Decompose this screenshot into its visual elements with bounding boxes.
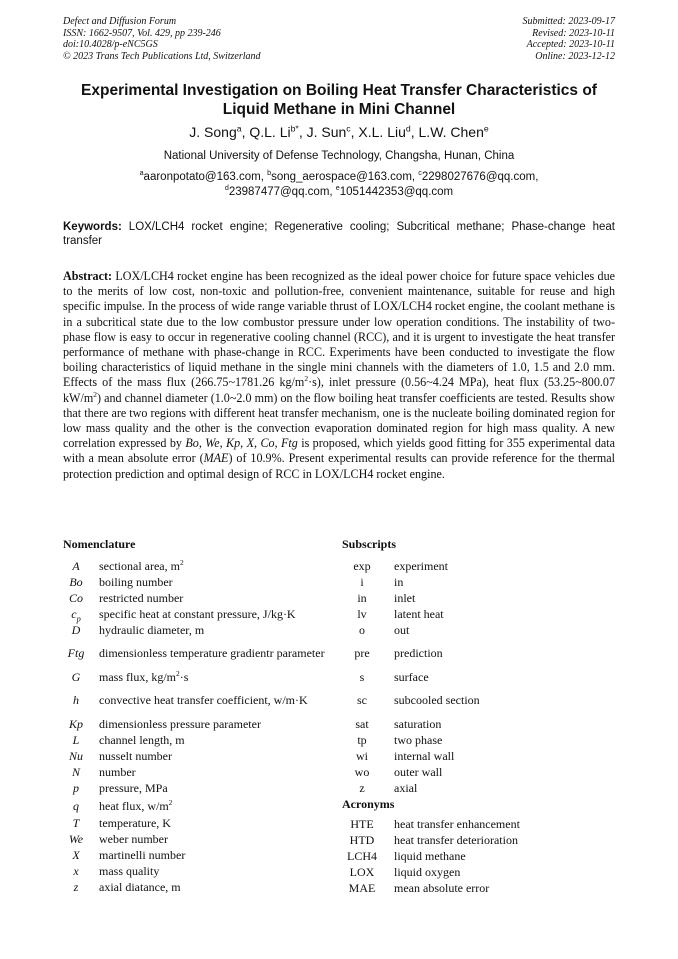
description: pressure, MPa bbox=[99, 781, 168, 795]
subscript-row bbox=[342, 716, 594, 732]
abstract-section bbox=[63, 269, 615, 482]
subscripts-table bbox=[342, 558, 594, 796]
description-cell bbox=[394, 669, 594, 685]
symbol-cell bbox=[63, 796, 99, 815]
description-cell bbox=[99, 590, 333, 606]
nomenclature-row bbox=[63, 669, 333, 685]
description-cell bbox=[99, 606, 333, 622]
description-cell bbox=[99, 748, 333, 764]
description: nusselt number bbox=[99, 749, 172, 763]
acronym-row bbox=[342, 880, 594, 896]
description: liquid oxygen bbox=[394, 865, 461, 879]
abstract-sup: 2 bbox=[93, 389, 97, 399]
description: two phase bbox=[394, 733, 443, 747]
symbol-cell bbox=[63, 716, 99, 732]
description-cell bbox=[99, 780, 333, 796]
nomenclature-row bbox=[63, 847, 333, 863]
nomenclature-row bbox=[63, 879, 333, 895]
description-cell bbox=[99, 732, 333, 748]
symbol: pre bbox=[354, 646, 370, 660]
description: prediction bbox=[394, 646, 443, 660]
subscripts-acronyms-section bbox=[342, 536, 622, 896]
nomenclature-row bbox=[63, 764, 333, 780]
abstract-text: is proposed, which yields good fitting for 355 experimental data with a mean absolute error ( bbox=[63, 436, 616, 466]
keywords-text: LOX/LCH4 rocket engine; Regenerative cooling; Subcritical methane; Phase-change heat transfer bbox=[63, 221, 615, 247]
symbol: HTE bbox=[350, 817, 374, 831]
description: liquid methane bbox=[394, 849, 466, 863]
symbol: o bbox=[359, 623, 365, 637]
description-cell bbox=[394, 622, 594, 638]
description-superscript: 2 bbox=[168, 797, 173, 807]
description-cell bbox=[99, 764, 333, 780]
description: hydraulic diameter, m bbox=[99, 623, 205, 637]
symbol-cell bbox=[63, 863, 99, 879]
description: specific heat at constant pressure, J/kg·K bbox=[99, 607, 296, 621]
acronyms-table bbox=[342, 816, 594, 896]
author-sup: d bbox=[405, 123, 411, 134]
journal-name: Defect and Diffusion Forum bbox=[63, 16, 177, 27]
email-line-1: $^a$aaronpotato@163.com, $^b$song_aerospace@163.com, $^c$2298027676@qq.com, bbox=[139, 169, 539, 183]
symbol: T bbox=[72, 816, 80, 830]
keywords-label: Keywords: bbox=[63, 221, 122, 233]
description-cell bbox=[394, 816, 594, 832]
symbol-cell bbox=[342, 622, 394, 638]
description: heat transfer deterioration bbox=[394, 833, 518, 847]
symbol-cell bbox=[342, 590, 394, 606]
symbol-cell bbox=[63, 622, 99, 638]
symbol-cell bbox=[342, 848, 394, 864]
nomenclature-row bbox=[63, 685, 333, 716]
description: out bbox=[394, 623, 410, 637]
symbol: Co bbox=[68, 591, 83, 605]
nomenclature-row bbox=[63, 796, 333, 815]
acronym-row bbox=[342, 848, 594, 864]
author-name: X.L. Liu bbox=[358, 124, 406, 140]
doi-line: doi:10.4028/p-eNC5GS bbox=[63, 39, 158, 50]
author-name: J. Song bbox=[189, 124, 237, 140]
description: mean absolute error bbox=[394, 881, 490, 895]
abstract-sep: , bbox=[240, 436, 247, 451]
symbol: in bbox=[357, 591, 367, 605]
description: experiment bbox=[394, 559, 448, 573]
nomenclature-row bbox=[63, 590, 333, 606]
nomenclature-row bbox=[63, 606, 333, 622]
description-cell bbox=[99, 815, 333, 831]
description: dimensionless pressure parameter bbox=[99, 717, 261, 731]
symbol: z bbox=[359, 781, 365, 795]
description: sectional area, m bbox=[99, 559, 180, 573]
email-sup: b bbox=[267, 169, 272, 178]
abstract-variable: Bo bbox=[185, 436, 199, 451]
email-sup: a bbox=[139, 169, 144, 178]
description: channel length, m bbox=[99, 733, 185, 747]
email-address: song_aerospace@163.com bbox=[271, 171, 412, 183]
symbol: N bbox=[71, 765, 80, 779]
symbol-cell bbox=[342, 669, 394, 685]
description: mass flux, kg/m bbox=[99, 670, 176, 684]
description-cell bbox=[394, 780, 594, 796]
nomenclature-table bbox=[63, 558, 333, 895]
abstract-sep: , bbox=[274, 436, 281, 451]
description-cell bbox=[394, 832, 594, 848]
revised-date: Revised: 2023-10-11 bbox=[532, 27, 615, 39]
symbol: L bbox=[72, 733, 80, 747]
description-cell bbox=[99, 831, 333, 847]
description: saturation bbox=[394, 717, 442, 731]
nomenclature-row bbox=[63, 558, 333, 574]
nomenclature-row bbox=[63, 748, 333, 764]
symbol: sat bbox=[355, 717, 369, 731]
symbol-subscript: p bbox=[76, 614, 81, 624]
email-line-2: $^d$23987477@qq.com, $^e$1051442353@qq.com bbox=[224, 183, 454, 198]
description-cell bbox=[394, 606, 594, 622]
paper-title bbox=[40, 81, 638, 119]
symbol: wi bbox=[356, 749, 368, 763]
author-sup: e bbox=[483, 123, 489, 134]
symbol: p bbox=[73, 781, 79, 795]
description-cell bbox=[99, 622, 333, 638]
description-cell bbox=[394, 880, 594, 896]
nomenclature-row bbox=[63, 622, 333, 638]
symbol-cell bbox=[342, 864, 394, 880]
symbol-cell bbox=[63, 685, 99, 716]
accepted-date: Accepted: 2023-10-11 bbox=[526, 39, 615, 50]
description: axial diatance, m bbox=[99, 880, 181, 894]
symbol-cell bbox=[342, 574, 394, 590]
subscript-row bbox=[342, 574, 594, 590]
description-cell bbox=[394, 764, 594, 780]
description-cell bbox=[394, 574, 594, 590]
author-sup: c bbox=[346, 123, 351, 134]
abstract-text: LOX/LCH4 rocket engine has been recognized as the ideal power choice for future space vehicles due to the merits of low cost, non-toxic and pollution-free, convenient maintenance, suitable for reuse and high specific impulse. In the process of wide range variable thrust of LOX/LCH4 rocket engine, the coolant methane is in a subcritical state due to the low combustor pressure under low operation conditions. The instability of two-phase flow is easy to occur in regenerative cooling channel (RCC), and it is urgent to investigate the heat transfer performance of methane with phase-change in RCC. Experiments have been conducted to investigate the flow boiling characteristics of liquid methane in the single mini channels with the diameters of 1.0, 1.5 and 2.0 mm. Effects of the mass flux (266.75~1781.26 kg/m bbox=[63, 269, 615, 390]
symbol: We bbox=[68, 832, 84, 846]
symbol: MAE bbox=[348, 881, 376, 895]
abstract-label: Abstract: bbox=[63, 269, 113, 283]
email-address: aaronpotato@163.com bbox=[143, 171, 261, 183]
author-sup: a bbox=[236, 123, 242, 134]
description-cell bbox=[99, 716, 333, 732]
description: in bbox=[394, 575, 404, 589]
online-date: Online: 2023-12-12 bbox=[535, 50, 615, 62]
description-cell bbox=[99, 558, 333, 574]
symbol-cell bbox=[342, 638, 394, 669]
nomenclature-row bbox=[63, 574, 333, 590]
description-superscript: 2 bbox=[176, 669, 180, 678]
abstract-variable: Co bbox=[260, 436, 275, 451]
subscript-row bbox=[342, 685, 594, 716]
description-cell bbox=[99, 879, 333, 895]
nomenclature-section bbox=[63, 536, 333, 895]
symbol: s bbox=[359, 670, 365, 684]
symbol: c bbox=[71, 607, 77, 621]
symbol: i bbox=[360, 575, 364, 589]
acronyms-heading: Acronyms bbox=[342, 797, 395, 811]
abstract-text: ) of 10.9%. Present experimental results can provide reference for the thermal protection prediction and optimal design of RCC in LOX/LCH4 rocket engine. bbox=[63, 451, 615, 481]
subscript-row bbox=[342, 764, 594, 780]
description: surface bbox=[394, 670, 429, 684]
acronym-row bbox=[342, 864, 594, 880]
symbol: X bbox=[72, 848, 80, 862]
description-tail: ·s bbox=[179, 670, 189, 684]
symbol: Kp bbox=[68, 717, 83, 731]
abstract-variable: We bbox=[205, 436, 220, 451]
acronym-row bbox=[342, 816, 594, 832]
symbol-cell bbox=[342, 832, 394, 848]
symbol: G bbox=[71, 670, 81, 684]
symbol: z bbox=[73, 880, 79, 894]
abstract-sep: , bbox=[198, 436, 206, 451]
nomenclature-row bbox=[63, 863, 333, 879]
symbol-cell bbox=[63, 732, 99, 748]
description: martinelli number bbox=[99, 848, 186, 862]
abstract-variable: Kp bbox=[226, 436, 241, 451]
description-cell bbox=[394, 848, 594, 864]
symbol-cell bbox=[63, 831, 99, 847]
description: boiling number bbox=[99, 575, 173, 589]
description: convective heat transfer coefficient, w/m·K bbox=[99, 693, 308, 707]
copyright-line: © 2023 Trans Tech Publications Ltd, Switzerland bbox=[63, 50, 261, 62]
symbol-cell bbox=[63, 558, 99, 574]
symbol: LCH4 bbox=[347, 849, 377, 863]
symbol: D bbox=[71, 623, 81, 637]
symbol-cell bbox=[63, 638, 99, 669]
description: subcooled section bbox=[394, 693, 480, 707]
symbol-cell bbox=[342, 880, 394, 896]
symbol: Nu bbox=[68, 749, 83, 763]
abstract-sep: , bbox=[219, 436, 227, 451]
description-cell bbox=[99, 669, 333, 685]
symbol-cell bbox=[342, 606, 394, 622]
header-left bbox=[63, 16, 261, 62]
symbol-cell bbox=[63, 748, 99, 764]
email-address: 2298027676@qq.com bbox=[421, 171, 536, 183]
symbol: Bo bbox=[69, 575, 83, 589]
symbol-cell bbox=[342, 748, 394, 764]
author-sup: b* bbox=[290, 123, 299, 134]
description-cell bbox=[394, 732, 594, 748]
symbol: HTD bbox=[349, 833, 375, 847]
description-cell bbox=[394, 685, 594, 716]
symbol-cell bbox=[63, 574, 99, 590]
description: outer wall bbox=[394, 765, 443, 779]
description-cell bbox=[99, 638, 333, 669]
description-cell bbox=[394, 864, 594, 880]
symbol-cell bbox=[63, 764, 99, 780]
symbol: A bbox=[72, 559, 80, 573]
description-cell bbox=[394, 748, 594, 764]
description: dimensionless temperature gradientr parameter bbox=[99, 646, 325, 660]
symbol: x bbox=[73, 864, 79, 878]
nomenclature-row bbox=[63, 638, 333, 669]
abstract-sep: , bbox=[254, 436, 261, 451]
description: number bbox=[99, 765, 136, 779]
description-cell bbox=[394, 638, 594, 669]
description-cell bbox=[394, 590, 594, 606]
symbol-cell bbox=[63, 847, 99, 863]
nomenclature-heading: Nomenclature bbox=[63, 537, 136, 551]
abstract-sup: 2 bbox=[304, 374, 309, 384]
subscript-row bbox=[342, 558, 594, 574]
nomenclature-row bbox=[63, 732, 333, 748]
subscript-row bbox=[342, 622, 594, 638]
symbol-cell bbox=[63, 780, 99, 796]
description-cell bbox=[99, 796, 333, 815]
subscript-row bbox=[342, 669, 594, 685]
symbol-cell bbox=[342, 716, 394, 732]
subscripts-heading: Subscripts bbox=[342, 537, 397, 551]
abstract-variable: MAE bbox=[203, 451, 229, 466]
symbol-cell bbox=[342, 558, 394, 574]
email-sup: d bbox=[224, 183, 229, 192]
symbol-cell bbox=[63, 606, 99, 622]
symbol: exp bbox=[353, 559, 371, 573]
abstract-variable: X bbox=[246, 436, 254, 451]
email-address: 1051442353@qq.com bbox=[339, 185, 454, 198]
symbol: LOX bbox=[349, 865, 375, 879]
symbol-cell bbox=[342, 685, 394, 716]
subscript-row bbox=[342, 638, 594, 669]
email-address: 23987477@qq.com bbox=[228, 185, 330, 198]
nomenclature-row bbox=[63, 815, 333, 831]
subscript-row bbox=[342, 780, 594, 796]
author-name: J. Sun bbox=[306, 124, 347, 140]
symbol-cell bbox=[63, 669, 99, 685]
author-emails bbox=[60, 170, 618, 199]
description-superscript: 2 bbox=[179, 558, 184, 567]
description-cell bbox=[394, 716, 594, 732]
acronym-row bbox=[342, 832, 594, 848]
description: internal wall bbox=[394, 749, 455, 763]
title-line-2: Liquid Methane in Mini Channel bbox=[222, 101, 456, 118]
symbol: h bbox=[73, 693, 79, 707]
description-cell bbox=[99, 847, 333, 863]
symbol-cell bbox=[63, 590, 99, 606]
description: axial bbox=[394, 781, 418, 795]
affiliation: National University of Defense Technology, Changsha, Hunan, China bbox=[163, 150, 515, 162]
nomenclature-row bbox=[63, 780, 333, 796]
subscript-row bbox=[342, 606, 594, 622]
symbol: wo bbox=[354, 765, 370, 779]
keywords-section bbox=[63, 221, 615, 248]
submitted-date: Submitted: 2023-09-17 bbox=[522, 16, 615, 27]
description: mass quality bbox=[99, 864, 160, 878]
symbol-cell bbox=[63, 879, 99, 895]
description: weber number bbox=[99, 832, 168, 846]
symbol-cell bbox=[63, 815, 99, 831]
email-sup: c bbox=[418, 169, 422, 178]
description: latent heat bbox=[394, 607, 444, 621]
description-cell bbox=[394, 558, 594, 574]
symbol: sc bbox=[357, 693, 367, 707]
symbol-cell bbox=[342, 732, 394, 748]
title-line-1: Experimental Investigation on Boiling Heat Transfer Characteristics of bbox=[81, 82, 597, 99]
description-cell bbox=[99, 685, 333, 716]
issn-line: ISSN: 1662-9507, Vol. 429, pp 239-246 bbox=[63, 27, 221, 39]
author-name: L.W. Chen bbox=[418, 124, 484, 140]
symbol: q bbox=[73, 798, 79, 813]
email-sup: e bbox=[335, 183, 340, 192]
abstract-text: ) and channel diameter (1.0~2.0 mm) on the flow boiling heat transfer coefficients are tested. Results show that there are two regions with different heat transfer mechanism, one is the nucleate boiling dominated region for low mass quality and the other is the convection evaporation dominated region for high mass quality. A new correlation expressed by bbox=[63, 390, 615, 451]
symbol-cell bbox=[342, 816, 394, 832]
description: inlet bbox=[394, 591, 416, 605]
abstract-variable: Ftg bbox=[281, 436, 298, 451]
abstract-text: ·s), inlet pressure (0.56~4.24 MPa), heat flux (53.25~800.07 kW/m bbox=[63, 375, 615, 405]
author-list: J. Song$^a$, Q.L. $Li^{b*}$, J. Sun$^c$, X.L. Liu$^d$, L.W. Chen$^e$ bbox=[189, 123, 489, 140]
description-cell bbox=[99, 574, 333, 590]
subscript-row bbox=[342, 732, 594, 748]
symbol-cell bbox=[342, 780, 394, 796]
subscript-row bbox=[342, 590, 594, 606]
symbol: lv bbox=[357, 607, 367, 621]
symbol-cell bbox=[342, 764, 394, 780]
symbol: tp bbox=[357, 733, 367, 747]
nomenclature-row bbox=[63, 831, 333, 847]
description: restricted number bbox=[99, 591, 184, 605]
description: temperature, K bbox=[99, 816, 171, 830]
description: heat transfer enhancement bbox=[394, 817, 520, 831]
description-cell bbox=[99, 863, 333, 879]
header-right bbox=[523, 16, 616, 62]
symbol: Ftg bbox=[67, 646, 85, 660]
subscript-row bbox=[342, 748, 594, 764]
author-name: Q.L. Li bbox=[249, 124, 291, 140]
description: heat flux, w/m bbox=[99, 798, 169, 813]
nomenclature-row bbox=[63, 716, 333, 732]
